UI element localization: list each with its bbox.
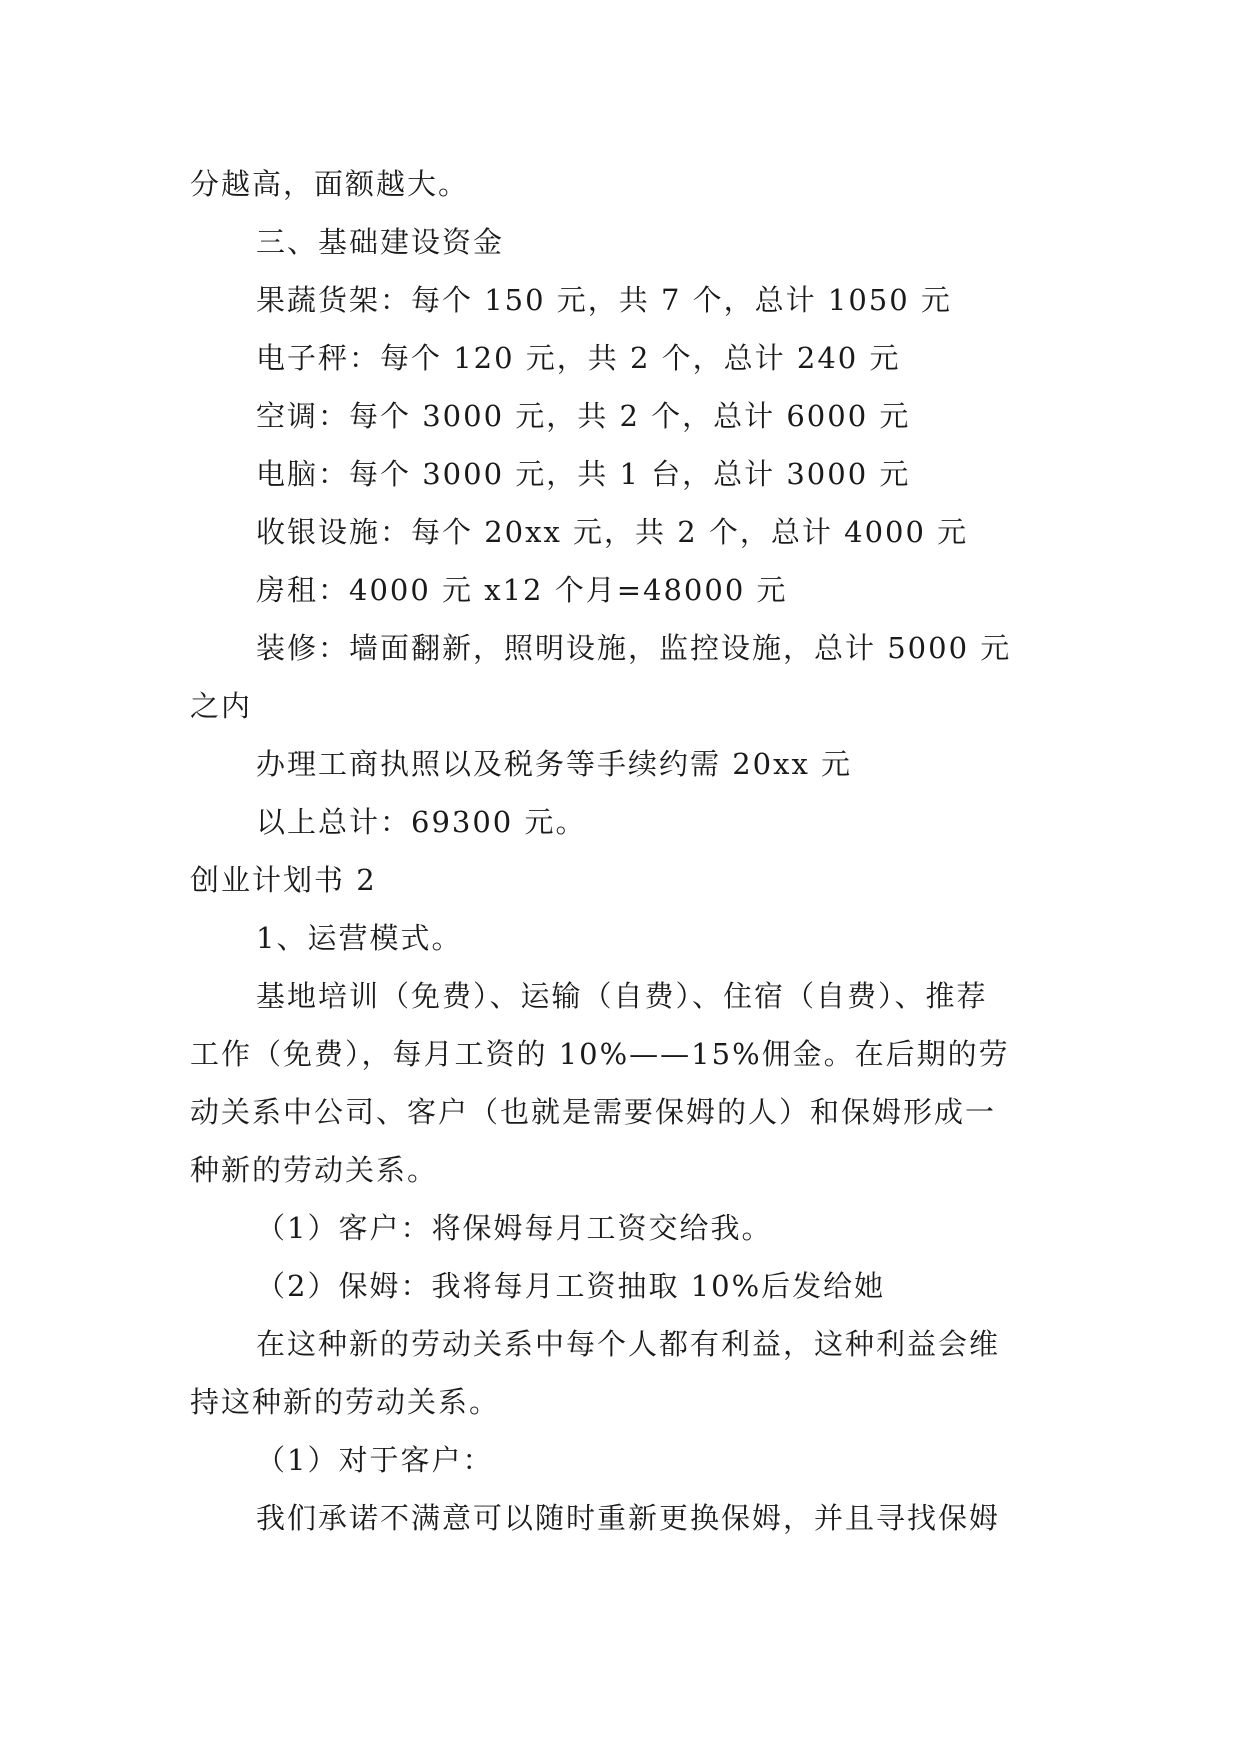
text-line: 空调：每个 3000 元，共 2 个，总计 6000 元 (256, 399, 911, 433)
text-line: （2）保姆：我将每月工资抽取 10%后发给她 (256, 1269, 886, 1303)
section-heading: 三、基础建设资金 (256, 225, 505, 259)
text-line: 动关系中公司、客户（也就是需要保姆的人）和保姆形成一 (190, 1095, 997, 1129)
document-title: 创业计划书 2 (190, 863, 377, 897)
text-line: 电脑：每个 3000 元，共 1 台，总计 3000 元 (256, 457, 911, 491)
text-line: 果蔬货架：每个 150 元，共 7 个，总计 1050 元 (256, 283, 952, 317)
text-line: 在这种新的劳动关系中每个人都有利益，这种利益会维 (256, 1327, 1001, 1361)
text-line: （1）客户：将保姆每月工资交给我。 (256, 1211, 773, 1245)
text-line: 装修：墙面翻新，照明设施，监控设施，总计 5000 元 (256, 631, 1012, 665)
text-line: （1）对于客户： (256, 1443, 494, 1477)
total-line: 以上总计：69300 元。 (256, 805, 587, 839)
text-line: 种新的劳动关系。 (190, 1153, 439, 1187)
text-line: 收银设施：每个 20xx 元，共 2 个，总计 4000 元 (256, 515, 969, 549)
text-line: 持这种新的劳动关系。 (190, 1385, 501, 1419)
text-line: 工作（免费），每月工资的 10%——15%佣金。在后期的劳 (190, 1037, 1010, 1071)
text-line: 房租：4000 元 x12 个月=48000 元 (256, 573, 788, 607)
text-line: 电子秤：每个 120 元，共 2 个，总计 240 元 (256, 341, 901, 375)
text-line: 分越高，面额越大。 (190, 167, 470, 201)
text-line: 基地培训（免费）、运输（自费）、住宿（自费）、推荐 (256, 979, 988, 1013)
text-line: 我们承诺不满意可以随时重新更换保姆，并且寻找保姆 (256, 1501, 1001, 1535)
document-page (190, 155, 1050, 1547)
text-line: 办理工商执照以及税务等手续约需 20xx 元 (256, 747, 853, 781)
section-heading: 1、运营模式。 (256, 921, 463, 955)
text-line: 之内 (190, 689, 253, 723)
